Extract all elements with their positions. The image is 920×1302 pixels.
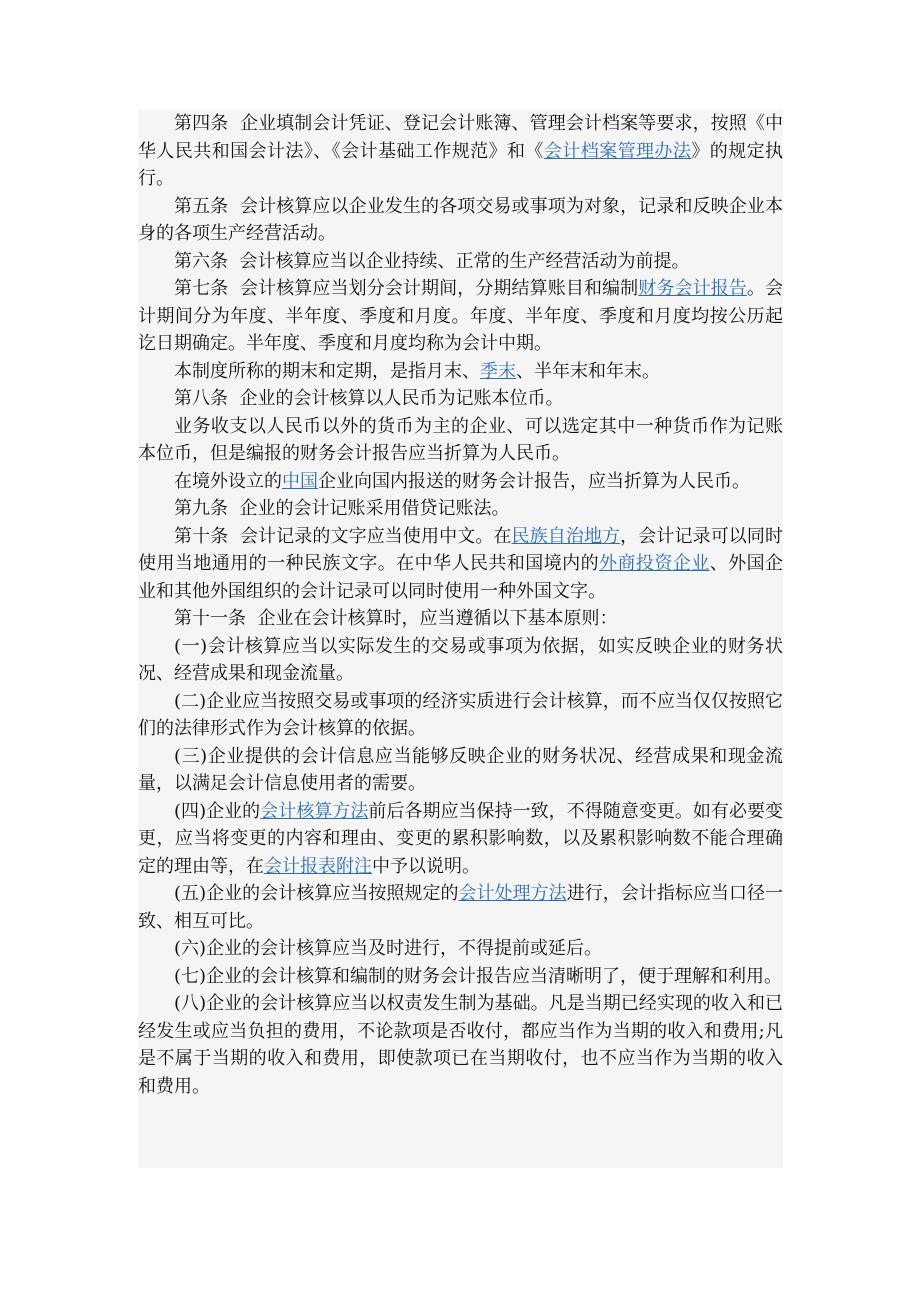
inline-link[interactable]: 财务会计报告 <box>638 278 747 299</box>
paragraph-text: ，会计记录可以同时使用当地通用的一种民族文字。在中华人民共和国境内的 <box>138 525 784 574</box>
document-paragraph <box>138 633 783 688</box>
paragraph-text: 第五条 会计核算应以企业发生的各项交易或事项为对象，记录和反映企业本身的各项生产经营活动。 <box>138 195 783 244</box>
document-paragraph <box>138 110 783 193</box>
paragraph-text: 第十一条 企业在会计核算时，应当遵循以下基本原则： <box>174 608 618 629</box>
inline-link[interactable]: 会计报表附注 <box>264 855 372 877</box>
document-body <box>138 110 783 1100</box>
paragraph-text: 前后各期应当保持一致，不得随意变更。如有必要变更，应当将变更的内容和理由、变更的累积影响数，以及累积影响数不能合理确定的理由等，在 <box>138 800 784 877</box>
document-paragraph <box>138 193 783 248</box>
paragraph-text: 业务收支以人民币以外的货币为主的企业、可以选定其中一种货币作为记账本位币，但是编报的财务会计报告应当折算为人民币。 <box>138 415 783 464</box>
inline-link[interactable]: 会计处理方法 <box>458 883 567 904</box>
paragraph-text: (三)企业提供的会计信息应当能够反映企业的财务状况、经营成果和现金流量，以满足会计信息使用者的需要。 <box>138 745 783 794</box>
document-paragraph <box>138 688 783 743</box>
document-paragraph <box>138 468 783 496</box>
inline-link[interactable]: 季末 <box>480 360 516 382</box>
document-paragraph <box>138 275 783 358</box>
paragraph-text: 进行，会计指标应当口径一致、相互可比。 <box>138 883 784 932</box>
document-paragraph <box>138 880 783 935</box>
paragraph-text: 中予以说明。 <box>372 855 480 877</box>
document-paragraph <box>138 743 783 798</box>
paragraph-text: 》的规定执行。 <box>138 140 784 189</box>
inline-link[interactable]: 外商投资企业 <box>599 553 710 574</box>
paragraph-text: 第九条 企业的会计记账采用借贷记账法。 <box>174 498 510 519</box>
paragraph-text: (八)企业的会计核算应当以权责发生制为基础。凡是当期已经实现的收入和已经发生或应当负担的费用，不论款项是否收付，都应当作为当期的收入和费用;凡是不属于当期的收入和费用，即使款项已在当期收付，也不应当作为当期的收入和费用。 <box>138 993 783 1097</box>
inline-link[interactable]: 会计档案管理办法 <box>543 140 692 162</box>
paragraph-text: 第十条 会计记录的文字应当使用中文。在 <box>174 525 512 547</box>
paragraph-text: 第六条 会计核算应当以企业持续、正常的生产经营活动为前提。 <box>174 250 690 272</box>
document-paragraph <box>138 798 783 881</box>
document-paragraph <box>138 523 783 606</box>
inline-link[interactable]: 中国 <box>282 470 318 492</box>
paragraph-text: 、半年末和年末。 <box>516 360 660 382</box>
paragraph-text: (七)企业的会计核算和编制的财务会计报告应当清晰明了，便于理解和利用。 <box>174 965 783 987</box>
paragraph-text: 第八条 企业的会计核算以人民币为记账本位币。 <box>174 388 564 409</box>
document-paragraph <box>138 495 783 523</box>
paragraph-text: (六)企业的会计核算应当及时进行，不得提前或延后。 <box>174 938 603 959</box>
inline-link[interactable]: 民族自治地方 <box>511 525 621 547</box>
document-paragraph <box>138 413 783 468</box>
document-page <box>138 110 783 1168</box>
paragraph-text: 第四条 企业填制会计凭证、登记会计账簿、管理会计档案等要求，按照《中华人民共和国会计法》、《会计基础工作规范》和《 <box>138 113 783 162</box>
document-paragraph <box>138 990 783 1100</box>
document-paragraph <box>138 358 783 386</box>
paragraph-text: 、外国企业和其他外国组织的会计记录可以同时使用一种外国文字。 <box>138 553 784 602</box>
paragraph-text: (四)企业的 <box>174 800 261 822</box>
paragraph-text: (一)会计核算应当以实际发生的交易或事项为依据，如实反映企业的财务状况、经营成果和现金流量。 <box>138 635 783 684</box>
paragraph-text: 。会计期间分为年度、半年度、季度和月度。年度、半年度、季度和月度均按公历起讫日期确定。半年度、季度和月度均称为会计中期。 <box>138 278 784 354</box>
document-paragraph <box>138 935 783 963</box>
paragraph-text: 本制度所称的期末和定期，是指月末、 <box>174 360 480 382</box>
inline-link[interactable]: 会计核算方法 <box>260 800 369 822</box>
document-paragraph <box>138 605 783 633</box>
paragraph-text: 第七条 会计核算应当划分会计期间，分期结算账目和编制 <box>174 278 639 299</box>
document-paragraph <box>138 963 783 991</box>
paragraph-text: (五)企业的会计核算应当按照规定的 <box>174 883 459 904</box>
document-paragraph <box>138 385 783 413</box>
paragraph-text: (二)企业应当按照交易或事项的经济实质进行会计核算，而不应当仅仅按照它们的法律形式作为会计核算的依据。 <box>138 690 783 739</box>
paragraph-text: 企业向国内报送的财务会计报告，应当折算为人民币。 <box>318 470 750 492</box>
document-paragraph <box>138 248 783 276</box>
paragraph-text: 在境外设立的 <box>174 470 282 492</box>
